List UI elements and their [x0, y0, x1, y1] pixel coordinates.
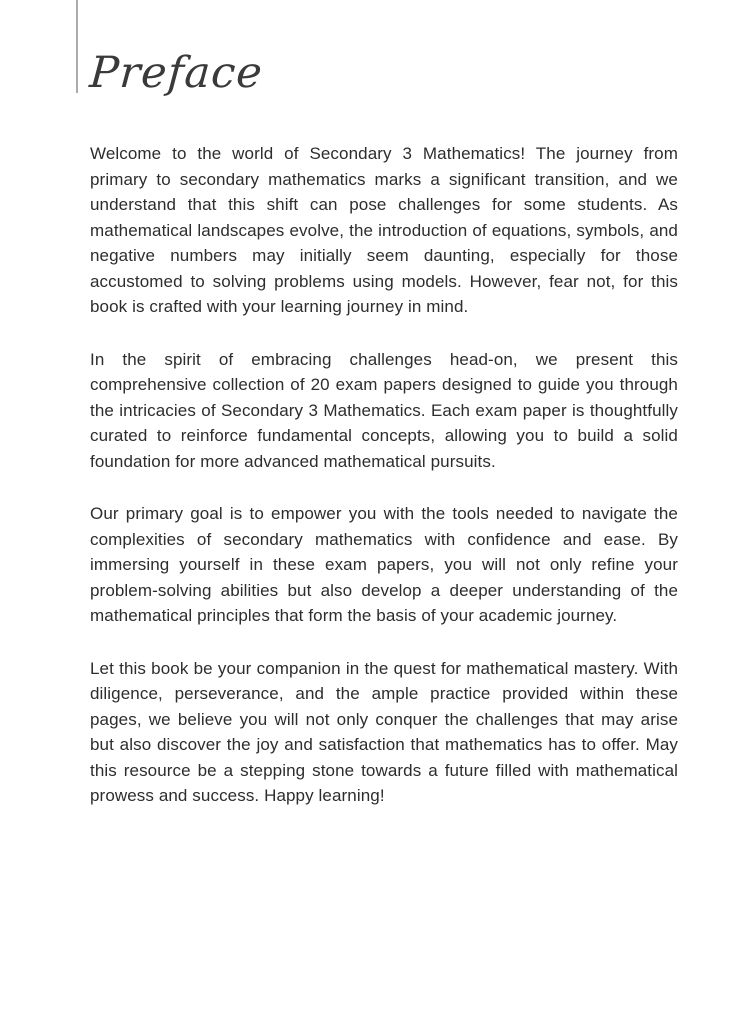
vertical-rule [76, 0, 78, 93]
preface-paragraph-1: Welcome to the world of Secondary 3 Mathematics! The journey from primary to secondary mathematics marks a significant transition, and we understand that this shift can pose challenges for some students. As mathematical landscapes evolve, the introduction of equations, symbols, and negative numbers may initially seem daunting, especially for those accustomed to solving problems using models. However, fear not, for this book is crafted with your learning journey in mind. [90, 144, 678, 316]
preface-paragraph-2: In the spirit of embracing challenges head-on, we present this comprehensive collection of 20 exam papers designed to guide you through the intricacies of Secondary 3 Mathematics. Each exam paper is thoughtfully curated to reinforce fundamental concepts, allowing you to build a solid foundation for more advanced mathematical pursuits. [90, 349, 678, 471]
preface-paragraph-3: Our primary goal is to empower you with the tools needed to navigate the complexities of secondary mathematics with confidence and ease. By immersing yourself in these exam papers, you will not only refine your problem-solving abilities but also develop a deeper understanding of the mathematical principles that form the basis of your academic journey. [90, 504, 678, 625]
preface-body [90, 141, 678, 809]
preface-paragraph-4: Let this book be your companion in the quest for mathematical mastery. With diligence, perseverance, and the ample practice provided within these pages, we believe you will not only conquer the challenges that may arise but also discover the joy and satisfaction that mathematics has to offer. May this resource be a stepping stone towards a future filled with mathematical prowess and success. Happy learning! [90, 658, 678, 805]
page-title: Preface [88, 48, 265, 98]
